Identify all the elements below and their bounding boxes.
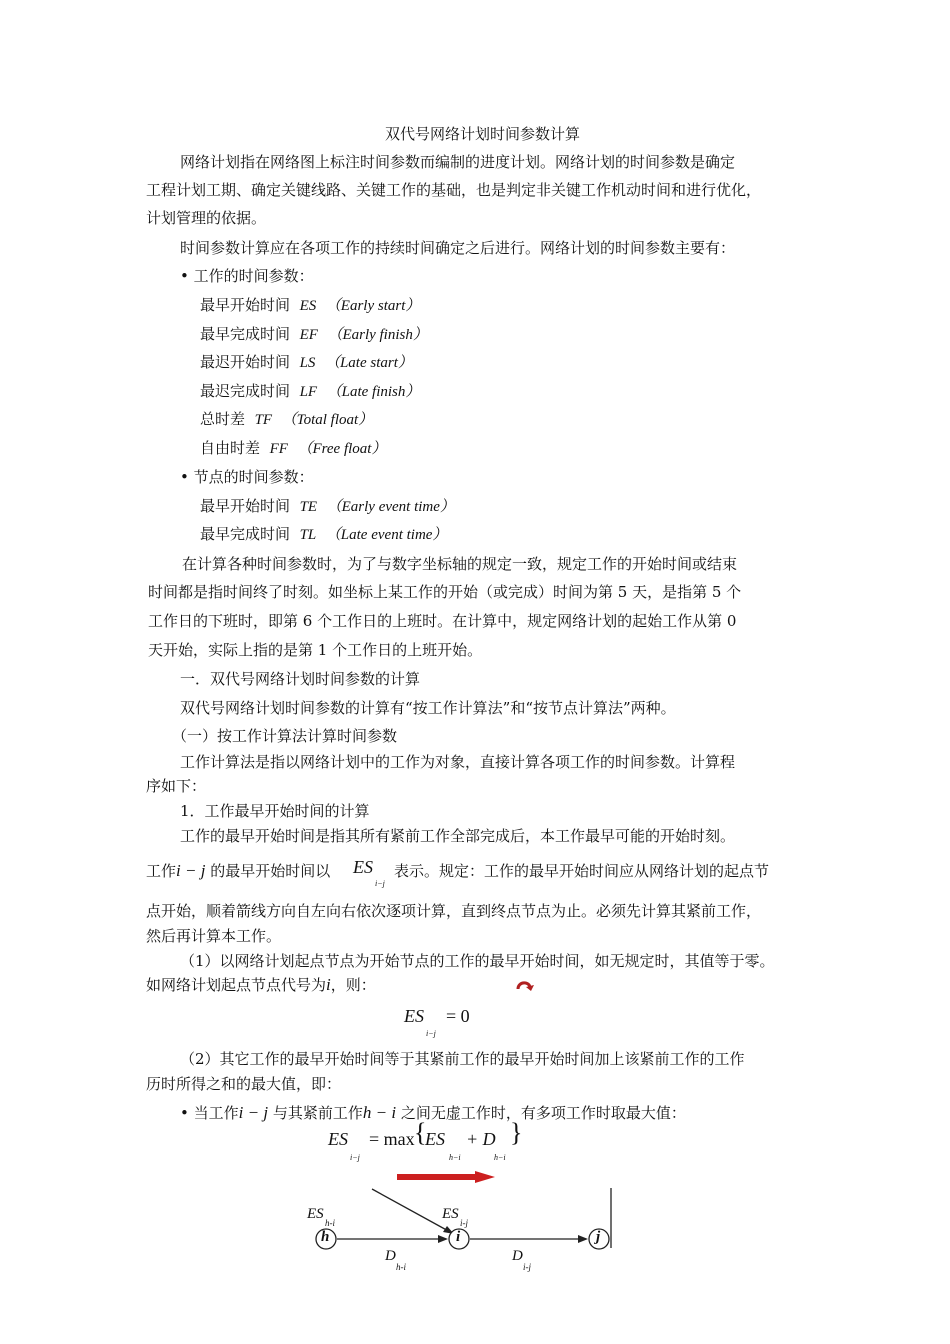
paragraph-line: 时间都是指时间终了时刻。如坐标上某工作的开始（或完成）时间为第 5 天，是指第 5 个 <box>148 583 742 601</box>
equation-es-max-term-subscript: h−i <box>449 1153 461 1162</box>
paragraph-line: 天开始，实际上指的是第 1 个工作日的上班开始。 <box>148 641 483 659</box>
inline-es-subscript: i−j <box>375 879 385 888</box>
paragraph-line: 网络计划指在网络图上标注时间参数而编制的进度计划。网络计划的时间参数是确定 <box>180 153 736 171</box>
work-param-item: 最早完成时间 EF （Early finish） <box>200 325 428 343</box>
inline-es-symbol: ES <box>353 857 373 877</box>
equation-es-max-plus-d: + D <box>466 1129 496 1149</box>
paragraph-line: 工作的最早开始时间是指其所有紧前工作全部完成后，本工作最早可能的开始时刻。 <box>180 827 736 845</box>
paragraph-line: 工作日的下班时，即第 6 个工作日的上班时。在计算中，规定网络计划的起始工作从第 0 <box>148 612 737 630</box>
label-d-i-subscript: i-j <box>523 1262 531 1272</box>
arrow-i-j-head <box>578 1235 588 1243</box>
undo-arrow-icon <box>514 976 536 992</box>
red-arrow-shaft <box>397 1174 477 1180</box>
paragraph-line: （1）以网络计划起点节点为开始节点的工作的最早开始时间，如无规定时，其值等于零。 <box>180 952 775 970</box>
paragraph-line: 工作计算法是指以网络计划中的工作为对象，直接计算各项工作的时间参数。计算程 <box>180 753 736 771</box>
label-es-i-subscript: i-j <box>460 1218 468 1228</box>
red-arrow-head <box>475 1171 495 1183</box>
paragraph-line: 双代号网络计划时间参数的计算有“按工作计算法”和“按节点计算法”两种。 <box>180 699 676 717</box>
equation-es-zero-subscript: i−j <box>426 1029 436 1038</box>
paragraph-line: 在计算各种时间参数时，为了与数字坐标轴的规定一致，规定工作的开始时间或结束 <box>182 555 738 573</box>
equation-open-brace: { <box>414 1118 427 1147</box>
node-params-header: • 节点的时间参数： <box>180 468 314 486</box>
work-param-item: 最早开始时间 ES （Early start） <box>200 296 421 314</box>
label-es-h-subscript: h-i <box>325 1218 335 1228</box>
work-param-item: 自由时差 FF （Free float） <box>200 439 387 457</box>
node-h-label: h <box>321 1229 330 1245</box>
paragraph-line: 如网络计划起点节点代号为i，则： <box>146 975 376 994</box>
diagonal-arrow-line <box>372 1189 452 1233</box>
work-param-item: 总时差 TF （Total float） <box>200 410 374 428</box>
paragraph-line: 表示。规定：工作的最早开始时间应从网络计划的起点节 <box>394 862 770 880</box>
work-param-item: 最迟完成时间 LF （Late finish） <box>200 382 421 400</box>
paragraph-line: 点开始，顺着箭线方向自左向右依次逐项计算，直到终点节点为止。必须先计算其紧前工作， <box>146 902 762 920</box>
subsection-heading: （一）按工作计算法计算时间参数 <box>172 727 398 745</box>
paragraph-line: 工程计划工期、确定关键线路、关键工作的基础，也是判定非关键工作机动时间和进行优化， <box>146 181 762 199</box>
node-i-label: i <box>456 1229 461 1245</box>
label-d-i: D <box>512 1248 523 1264</box>
label-d-h-subscript: h-i <box>396 1262 406 1272</box>
section-heading: 一．双代号网络计划时间参数的计算 <box>180 670 421 688</box>
work-param-item: 最迟开始时间 LS （Late start） <box>200 353 413 371</box>
equation-es-max-lhs: ES <box>328 1129 348 1149</box>
label-d-h: D <box>385 1248 396 1264</box>
paragraph-line: 序如下： <box>146 777 207 795</box>
paragraph-line: （2）其它工作的最早开始时间等于其紧前工作的最早开始时间加上该紧前工作的工作 <box>180 1050 745 1068</box>
work-params-header: • 工作的时间参数： <box>180 267 314 285</box>
equation-es-zero: ES = 0 <box>404 1006 470 1026</box>
equation-es-max-lhs-subscript: i−j <box>350 1153 360 1162</box>
paragraph-line: 时间参数计算应在各项工作的持续时间确定之后进行。网络计划的时间参数主要有： <box>180 239 736 257</box>
paragraph-line: 计划管理的依据。 <box>146 209 267 227</box>
page-title: 双代号网络计划时间参数计算 <box>385 125 581 143</box>
label-es-h: ES <box>307 1206 324 1222</box>
paragraph-line: 历时所得之和的最大值，即： <box>146 1075 342 1093</box>
label-es-i: ES <box>442 1206 459 1222</box>
paragraph-line: 工作i − j 的最早开始时间以 <box>146 861 331 880</box>
paragraph-line: 然后再计算本工作。 <box>146 927 282 945</box>
arrow-h-i-head <box>438 1235 448 1243</box>
equation-es-max-operator: = max <box>369 1129 415 1149</box>
equation-es-max-term: ES <box>425 1129 445 1149</box>
node-param-item: 最早开始时间 TE （Early event time） <box>200 497 455 515</box>
node-param-item: 最早完成时间 TL （Late event time） <box>200 525 448 543</box>
subsubsection-heading: 1．工作最早开始时间的计算 <box>180 802 370 820</box>
equation-es-max-d-subscript: h−i <box>494 1153 506 1162</box>
paragraph-line: • 当工作i − j 与其紧前工作h − i 之间无虚工作时，有多项工作时取最大值： <box>180 1103 686 1122</box>
node-j-label: j <box>596 1229 601 1245</box>
equation-close-brace: } <box>510 1118 523 1147</box>
